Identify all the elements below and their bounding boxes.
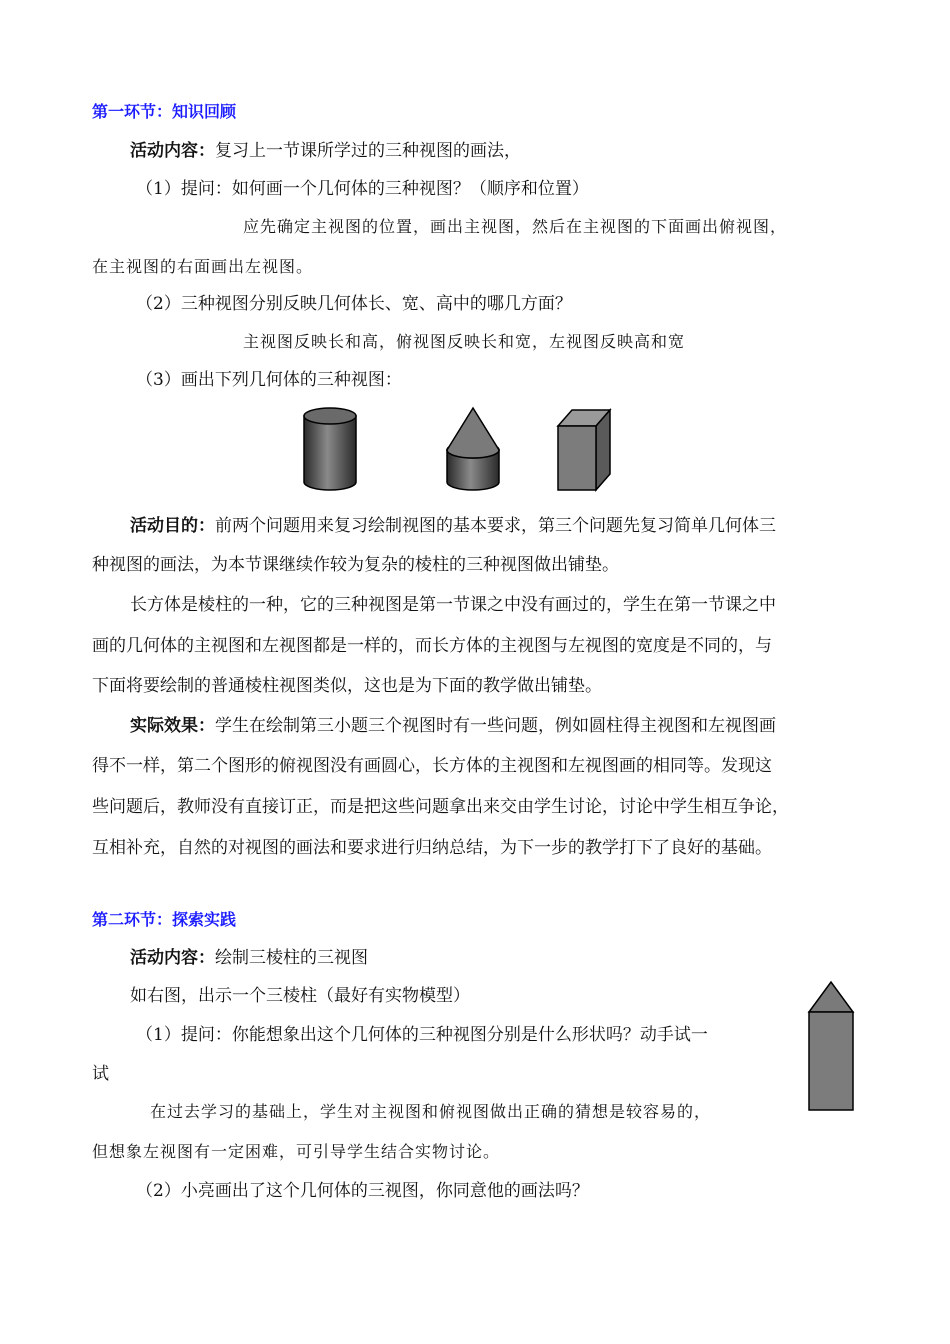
cylinder-icon bbox=[300, 404, 360, 494]
section1-para-line1: 长方体是棱柱的一种，它的三种视图是第一节课之中没有画过的，学生在第一节课之中 bbox=[130, 595, 776, 615]
section2-answer-1-line2: 但想象左视图有一定困难，可引导学生结合实物讨论。 bbox=[92, 1142, 501, 1161]
triangular-prism-icon bbox=[807, 980, 855, 1114]
purpose-label: 活动目的： bbox=[130, 516, 215, 536]
effect-text: 学生在绘制第三小题三个视图时有一些问题，例如圆柱得主视图和左视图画 bbox=[215, 716, 776, 736]
section2-question-2: （2）小亮画出了这个几何体的三视图，你同意他的画法吗？ bbox=[136, 1181, 589, 1201]
section1-effect-line2: 得不一样，第二个图形的俯视图没有画圆心，长方体的主视图和左视图画的相同等。发现这 bbox=[92, 756, 772, 776]
cuboid-icon bbox=[556, 408, 612, 492]
effect-label: 实际效果： bbox=[130, 716, 215, 736]
activity-text-2: 绘制三棱柱的三视图 bbox=[215, 948, 368, 968]
activity-label-2: 活动内容： bbox=[130, 948, 215, 968]
section1-question-3: （3）画出下列几何体的三种视图： bbox=[136, 370, 402, 390]
section2-question-1-line1: （1）提问：你能想象出这个几何体的三种视图分别是什么形状吗？动手试一 bbox=[136, 1025, 708, 1045]
section2-activity bbox=[130, 946, 368, 970]
section1-activity bbox=[130, 139, 521, 163]
section1-effect-line3: 些问题后，教师没有直接订正，而是把这些问题拿出来交由学生讨论，讨论中学生相互争论， bbox=[92, 797, 789, 817]
section2-heading: 第二环节：探索实践 bbox=[92, 910, 237, 929]
activity-text: 复习上一节课所学过的三种视图的画法， bbox=[215, 141, 521, 161]
section1-para-line2: 画的几何体的主视图和左视图都是一样的，而长方体的主视图与左视图的宽度是不同的，与 bbox=[92, 636, 772, 656]
purpose-text: 前两个问题用来复习绘制视图的基本要求，第三个问题先复习简单几何体三 bbox=[215, 516, 776, 536]
section1-answer-1-line1: 应先确定主视图的位置，画出主视图，然后在主视图的下面画出俯视图， bbox=[243, 217, 788, 236]
cone-on-cylinder-icon bbox=[443, 406, 503, 494]
section1-answer-1-line2: 在主视图的右面画出左视图。 bbox=[92, 257, 314, 276]
section1-para-line3: 下面将要绘制的普通棱柱视图类似，这也是为下面的教学做出铺垫。 bbox=[92, 676, 602, 696]
section1-purpose-line2: 种视图的画法，为本节课继续作较为复杂的棱柱的三种视图做出铺垫。 bbox=[92, 555, 619, 575]
section2-answer-1-line1: 在过去学习的基础上，学生对主视图和俯视图做出正确的猜想是较容易的， bbox=[150, 1102, 712, 1121]
section1-question-1: （1）提问：如何画一个几何体的三种视图？（顺序和位置） bbox=[136, 179, 589, 199]
section2-intro: 如右图，出示一个三棱柱（最好有实物模型） bbox=[130, 986, 470, 1006]
section1-purpose-line1 bbox=[130, 514, 776, 538]
section1-heading: 第一环节：知识回顾 bbox=[92, 102, 237, 121]
activity-label: 活动内容： bbox=[130, 141, 215, 161]
section1-effect-line4: 互相补充，自然的对视图的画法和要求进行归纳总结，为下一步的教学打下了良好的基础。 bbox=[92, 838, 772, 858]
section1-question-2: （2）三种视图分别反映几何体长、宽、高中的哪几方面？ bbox=[136, 294, 572, 314]
section2-question-1-line2: 试 bbox=[92, 1064, 109, 1084]
section1-effect-line1 bbox=[130, 714, 776, 738]
section1-answer-2: 主视图反映长和高，俯视图反映长和宽，左视图反映高和宽 bbox=[243, 332, 686, 351]
